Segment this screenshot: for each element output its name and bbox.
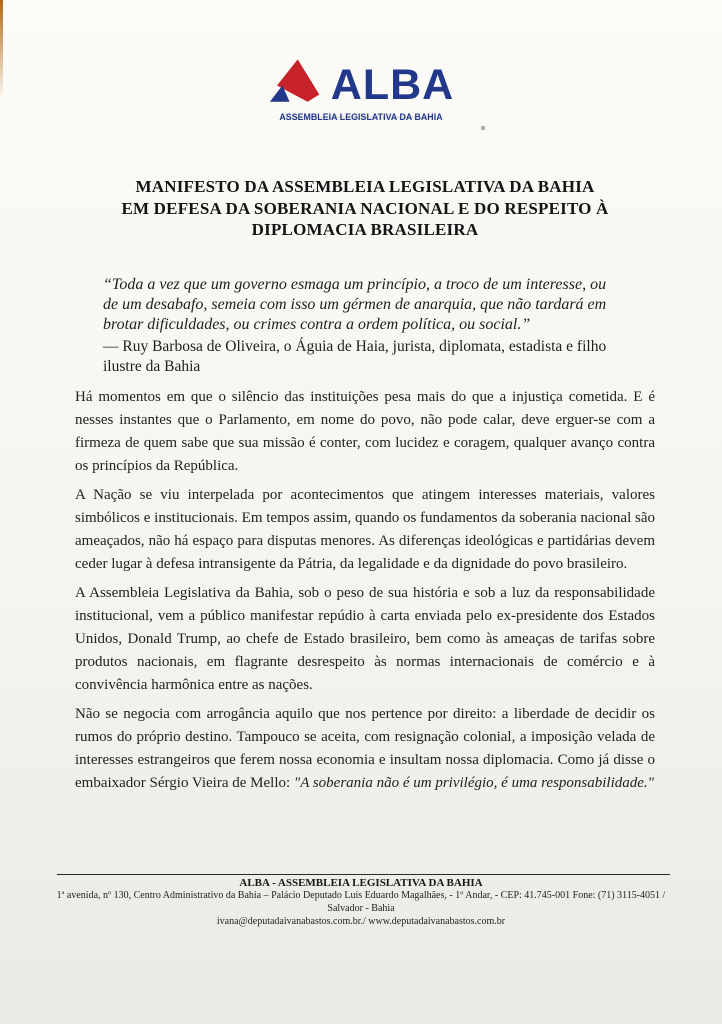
document-body <box>75 120 655 795</box>
epigraph-attribution: — Ruy Barbosa de Oliveira, o Águia de Haia, jurista, diplomata, estadista e filho ilustre da Bahia <box>103 337 607 375</box>
epigraph <box>103 275 623 377</box>
alba-header <box>0 0 722 123</box>
alba-logo-subtitle: ASSEMBLEIA LEGISLATIVA DA BAHIA <box>279 112 443 123</box>
paragraph-4-lead: Não se negocia com arrogância aquilo que nos pertence por direito: a liberdade de decidir os rumos do próprio destino. Tampouco se aceita, com resignação colonial, a imposição velada de interesses estrangeiros que ferem nossa economia e insultam nossa diplomacia. Como já disse o embaixador Sérgio Vieira de Mello: <box>75 705 655 791</box>
footer-divider <box>57 874 670 875</box>
paragraph-4-inline-quote: "A soberania não é um privilégio, é uma responsabilidade." <box>293 774 654 791</box>
title-line-2: EM DEFESA DA SOBERANIA NACIONAL E DO RESPEITO À <box>121 198 609 218</box>
title-line-1: MANIFESTO DA ASSEMBLEIA LEGISLATIVA DA BAHIA <box>135 177 595 196</box>
paragraph-3: A Assembleia Legislativa da Bahia, sob o peso de sua história e sob a luz da responsabilidade institucional, vem a público manifestar repúdio à carta enviada pelo ex-presidente dos Estados Unidos, Donald Trump, ao chefe de Estado brasileiro, bem como às ameaças de tarifas sobre produtos nacionais, em flagrante desrespeito às normas internacionais de comércio e à convivência harmônica entre as nações. <box>75 584 655 693</box>
footer-organization: ALBA - ASSEMBLEIA LEGISLATIVA DA BAHIA <box>239 877 483 889</box>
document-footer <box>0 874 722 928</box>
photo-edge-artifact <box>0 0 3 100</box>
footer-address: 1ª avenida, nº 130, Centro Administrativo da Bahia – Palácio Deputado Luis Eduardo Magalhães, - 1º Andar, - CEP: 41.745-001 Fone: (71) 3115-4051 / Salvador - Bahia <box>56 890 666 914</box>
paragraph-4 <box>75 703 655 795</box>
epigraph-quote-text: “Toda a vez que um governo esmaga um princípio, a troco de um interesse, ou de um desabafo, semeia com isso um gérmen de anarquia, que não tardará em brotar dificuldades, ou crimes contra a ordem política, ou social.” <box>103 275 607 333</box>
footer-contacts: ivana@deputadaivanabastos.com.br./ www.deputadaivanabastos.com.br <box>216 916 506 927</box>
alba-logo <box>268 57 455 109</box>
alba-mountain-mark-icon <box>268 57 322 105</box>
alba-wordmark: ALBA <box>330 60 455 109</box>
paragraph-2: A Nação se viu interpelada por acontecimentos que atingem interesses materiais, valores simbólicos e institucionais. Em tempos assim, quando os fundamentos da soberania nacional são ameaçados, não há espaço para disputas menores. As diferenças ideológicas e partidárias devem ceder lugar à defesa intransigente da Pátria, da legalidade e da dignidade do povo brasileiro. <box>75 486 655 572</box>
document-title <box>75 176 655 241</box>
title-line-3: DIPLOMACIA BRASILEIRA <box>251 220 479 239</box>
paragraph-1: Há momentos em que o silêncio das instituições pesa mais do que a injustiça cometida. E é nesses instantes que o Parlamento, em nome do povo, não pode calar, deve erguer-se com a firmeza de quem sabe que sua missão é conter, com lucidez e coragem, qualquer avanço contra os princípios da República. <box>75 388 655 474</box>
